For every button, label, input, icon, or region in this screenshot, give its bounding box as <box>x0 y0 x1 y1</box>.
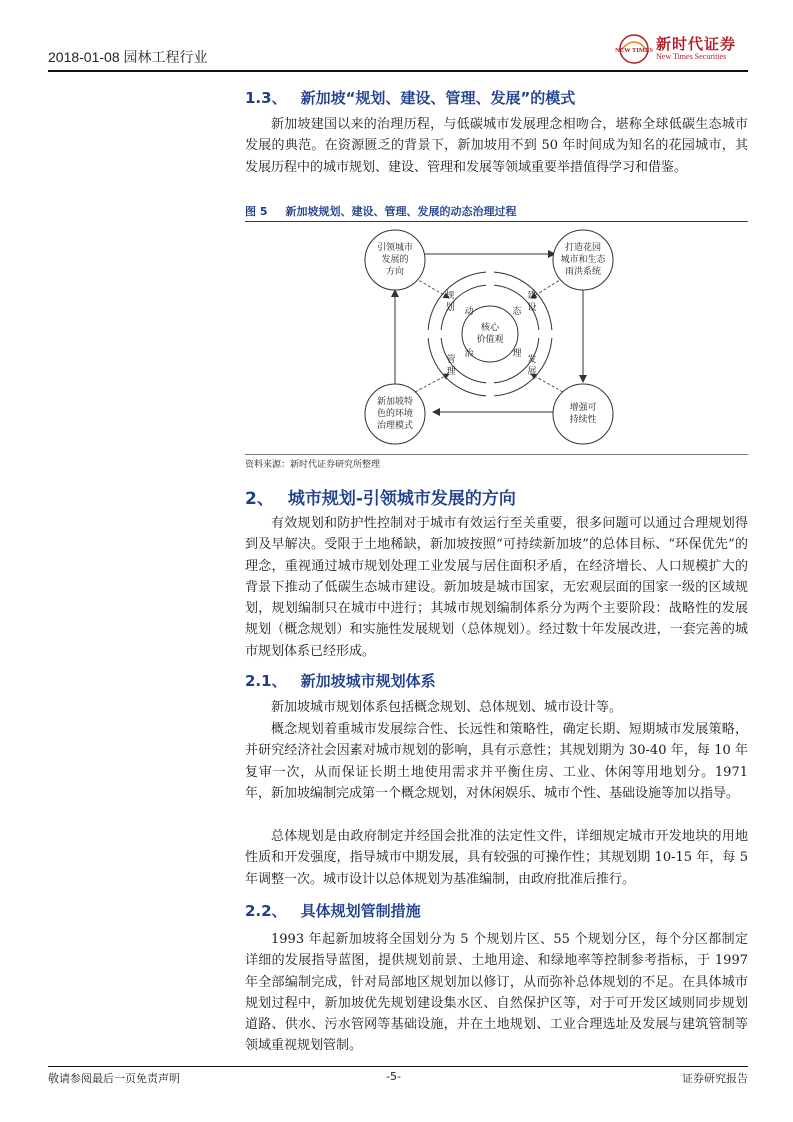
header-date-industry: 2018-01-08 园林工程行业 <box>48 49 208 65</box>
node-bottom-left-text <box>365 396 425 432</box>
node-top-right-text <box>548 242 618 278</box>
ring-word-build <box>526 290 538 314</box>
ring-word-develop-2: 展 <box>527 367 537 377</box>
section-2-1-paragraph-1: 新加坡城市规划体系包括概念规划、总体规划、城市设计等。 <box>271 700 623 715</box>
section-2-1-paragraph-3: 总体规划是由政府制定并经国会批准的法定性文件，详细规定城市开发地块的用地性质和开发强度，指导城市中期发展，具有较强的可操作性；其规划期 10-15 年，每 5 年调整一次。城市设计以总体规划为基准编制，由政府批准后推行。 <box>245 829 748 887</box>
ring-word-manage <box>445 354 457 378</box>
figure-bottom-divider <box>245 454 748 455</box>
ring-word-plan-2: 划 <box>445 303 455 313</box>
node-bottom-left-line-3: 治理模式 <box>376 421 413 431</box>
section-2-2-number: 2.2、 <box>245 902 287 920</box>
ring-gap-right <box>538 330 554 338</box>
footer-page-number: -5- <box>386 1070 401 1083</box>
figure-title-divider <box>245 221 748 222</box>
section-1-3-number: 1.3、 <box>245 89 287 107</box>
section-2-number: 2、 <box>245 489 274 509</box>
node-bottom-right-line-2: 持续性 <box>569 415 597 425</box>
node-bottom-right-line-1: 增强可 <box>569 403 597 413</box>
node-top-left-line-3: 方向 <box>385 267 404 277</box>
footer-report-type: 证券研究报告 <box>682 1072 748 1085</box>
section-2-1-number: 2.1、 <box>245 672 287 690</box>
ring-word-plan-1: 规 <box>445 291 455 301</box>
section-2-1-heading <box>245 670 436 691</box>
ring-word-build-2: 设 <box>527 303 537 313</box>
ring-word-build-1: 建 <box>527 291 537 301</box>
section-1-3-heading <box>245 87 575 108</box>
node-top-left-line-1: 引领城市 <box>376 243 413 253</box>
node-top-left-line-2: 发展的 <box>381 255 409 265</box>
ring-gap-bottom <box>486 382 494 398</box>
section-2-paragraph: 有效规划和防护性控制对于城市有效运行至关重要，很多问题可以通过合理规划得到及早解决。受限于土地稀缺，新加坡按照“可持续新加坡”的总体目标、“环保优先”的理念，重视通过城市规划处理工业发展与居住面积矛盾，在经济增长、人口规模扩大的背景下推动了低碳生态城市建设。新加坡是城市国家，无宏观层面的国家一级的区域规划，规划编制只在城市中进行；其城市规划编制体系分为两个主要阶段：战略性的发展规划（概念规划）和实施性发展规划（总体规划）。经过数十年发展改进，一套完善的城市规划体系已经形成。 <box>245 516 748 659</box>
figure-caption: 新加坡规划、建设、管理、发展的动态治理过程 <box>285 205 517 218</box>
figure-number: 图 5 <box>245 205 268 218</box>
center-core-values <box>460 322 520 346</box>
center-line-1: 核心 <box>480 323 499 333</box>
arrow-diag-bl <box>415 374 449 392</box>
section-2-2-paragraph: 1993 年起新加坡将全国划分为 5 个规划片区、55 个规划分区，每个分区都制定详细的发展指导蓝图，提供规划前景、土地用途、和绿地率等控制参考指标，于 1997 年全部编制完成，针对局部地区规划加以修订，从而弥补总体规划的不足。在具体城市规划过程中，新加坡优先规划建设集水区、自然保护区等，对于可开发区域则同步规划道路、供水、污水管网等基础设施，并在土地规划、工业合理选址及发展与建筑管制等领域重视规划管制。 <box>245 932 748 1054</box>
logo-company-name-en: New Times Securities <box>656 52 727 61</box>
node-top-right-line-3: 雨洪系统 <box>564 267 601 277</box>
ring-word-develop-1: 发 <box>527 355 537 365</box>
logo-badge-icon <box>615 33 653 65</box>
section-2-heading <box>245 484 516 509</box>
header-divider <box>48 70 748 72</box>
node-bottom-left-line-2: 色的环境 <box>376 409 413 419</box>
section-2-title: 城市规划-引领城市发展的方向 <box>287 489 516 509</box>
ring-word-plan <box>444 290 456 314</box>
company-logo <box>615 32 748 66</box>
ring-word-manage-2: 理 <box>446 367 456 377</box>
inner-char-zhi: 治 <box>464 349 474 359</box>
section-2-2-heading <box>245 900 421 921</box>
ring-gap-top <box>486 270 494 286</box>
node-top-left-text <box>365 242 425 278</box>
governance-cycle-diagram <box>245 224 748 452</box>
node-bottom-left-line-1: 新加坡特 <box>376 397 413 407</box>
inner-char-tai: 态 <box>512 307 522 317</box>
center-line-2: 价值观 <box>476 335 504 345</box>
node-top-right-line-1: 打造花园 <box>564 243 601 253</box>
node-top-right-line-2: 城市和生态 <box>560 255 606 265</box>
section-2-2-title: 具体规划管制措施 <box>300 902 421 920</box>
ring-word-develop <box>526 354 538 378</box>
logo-badge-text: NEW TIMES <box>615 47 653 54</box>
section-2-1-paragraph-2: 概念规划着重城市发展综合性、长远性和策略性，确定长期、短期城市发展策略，并研究经济社会因素对城市规划的影响，具有示意性；其规划期为 30-40 年，每 10 年复审一次，从而保证长期土地使用需求并平衡住房、工业、休闲等用地划分。1971 年，新加坡编制完成第一个概念规划，对休闲娱乐、城市个性、基础设施等加以指导。 <box>245 722 748 801</box>
section-2-1-title: 新加坡城市规划体系 <box>300 672 436 690</box>
node-bottom-right-text <box>553 402 613 426</box>
logo-company-name-cn: 新时代证券 <box>656 35 737 53</box>
section-1-3-title: 新加坡“规划、建设、管理、发展”的模式 <box>300 89 576 107</box>
inner-char-li: 理 <box>512 349 522 359</box>
page-header <box>48 32 748 68</box>
inner-char-dong: 动 <box>464 307 474 317</box>
figure-source: 资料来源：新时代证券研究所整理 <box>245 460 381 470</box>
footer-divider <box>48 1066 748 1067</box>
footer-disclaimer: 敬请参阅最后一页免责声明 <box>48 1072 180 1085</box>
ring-gap-left <box>426 330 442 338</box>
ring-word-manage-1: 管 <box>446 355 456 365</box>
section-1-3-paragraph: 新加坡建国以来的治理历程，与低碳城市发展理念相吻合，堪称全球低碳生态城市发展的典范。在资源匮乏的背景下，新加坡用不到 50 年时间成为知名的花园城市，其发展历程中的城市规划、建设、管理和发展等领域重要举措值得学习和借鉴。 <box>245 117 748 175</box>
figure-title <box>245 201 748 221</box>
